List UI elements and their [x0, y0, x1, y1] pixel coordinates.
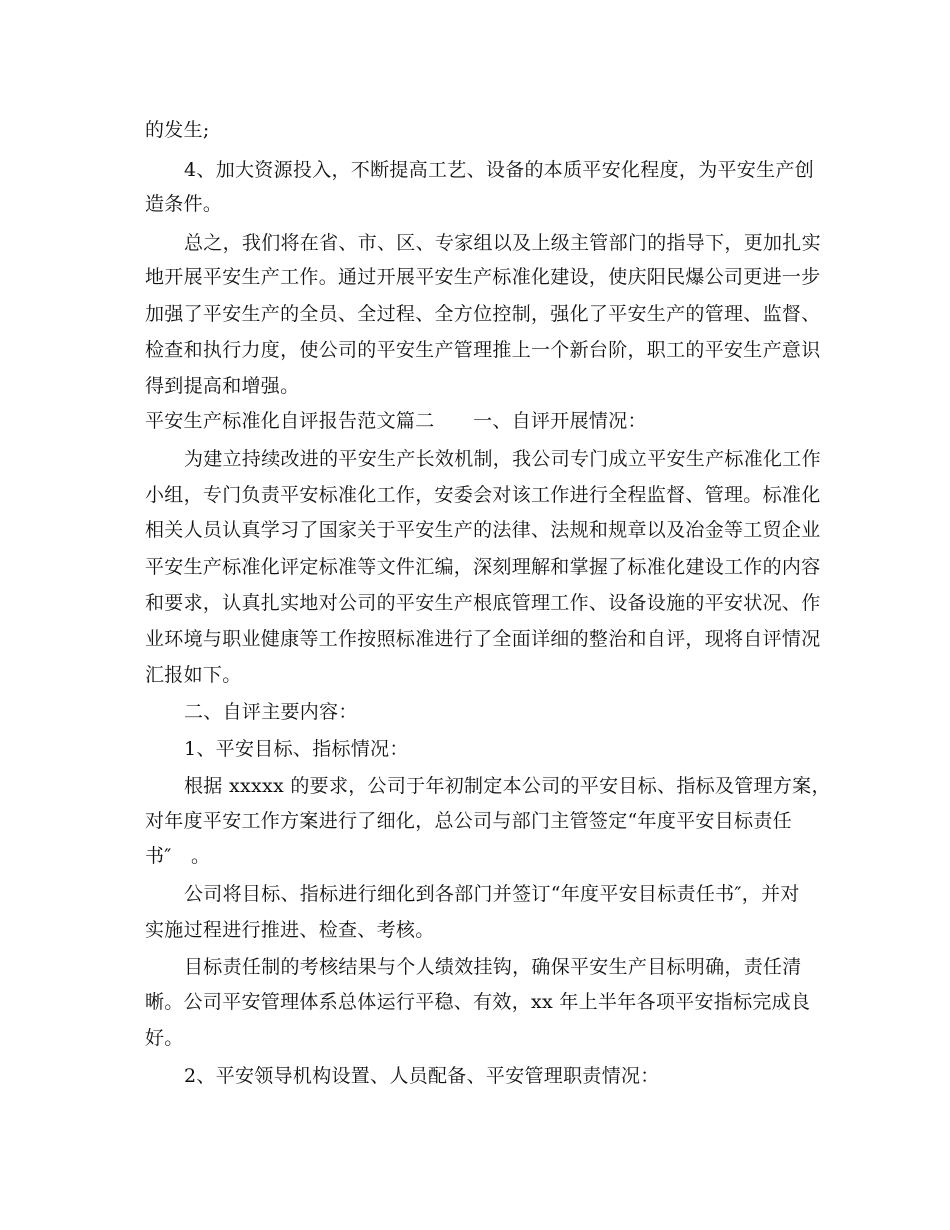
text-line: 业环境与职业健康等工作按照标准进行了全面详细的整治和自评，现将自评情况 [145, 628, 821, 650]
text-line: 4、加大资源投入，不断提高工艺、设备的本质平安化程度，为平安生产创 [184, 159, 814, 181]
text-line: 平安生产标准化评定标准等文件汇编，深刻理解和掌握了标准化建设工作的内容 [145, 556, 821, 578]
text-line: 地开展平安生产工作。通过开展平安生产标准化建设，使庆阳民爆公司更进一步 [145, 266, 821, 288]
section-heading: 平安生产标准化自评报告范文篇二 一、自评开展情况： [145, 410, 647, 432]
text-line: 根据 xxxxx 的要求，公司于年初制定本公司的平安目标、指标及管理方案， [184, 775, 831, 797]
text-line: 1、平安目标、指标情况： [184, 738, 409, 760]
text-line: 好。 [145, 1027, 184, 1049]
text-line: 的发生; [145, 119, 210, 141]
text-line: 检查和执行力度，使公司的平安生产管理推上一个新台阶，职工的平安生产意识 [145, 339, 821, 361]
text-line: 加强了平安生产的全员、全过程、全方位控制，强化了平安生产的管理、监督、 [145, 303, 821, 325]
text-line: 目标责任制的考核结果与个人绩效挂钩，确保平安生产目标明确，责任清 [184, 956, 802, 978]
text-line: 得到提高和增强。 [145, 375, 300, 397]
text-line: 和要求，认真扎实地对公司的平安生产根底管理工作、设备设施的平安状况、作 [145, 592, 821, 614]
text-line: 小组，专门负责平安标准化工作，安委会对该工作进行全程监督、管理。标准化 [145, 484, 821, 506]
text-line: 公司将目标、指标进行细化到各部门并签订“年度平安目标责任书″，并对 [184, 883, 800, 905]
text-line: 对年度平安工作方案进行了细化，总公司与部门主管签定“年度平安目标责任 [145, 810, 792, 832]
text-line: 汇报如下。 [145, 664, 242, 686]
text-line: 总之，我们将在省、市、区、专家组以及上级主管部门的指导下，更加扎实 [184, 232, 821, 254]
text-line: 为建立持续改进的平安生产长效机制，我公司专门成立平安生产标准化工作 [184, 448, 821, 470]
text-line: 晰。公司平安管理体系总体运行平稳、有效，xx 年上半年各项平安指标完成良 [145, 991, 811, 1013]
text-line: 二、自评主要内容： [184, 701, 358, 723]
text-line: 2、平安领导机构设置、人员配备、平安管理职责情况： [184, 1065, 660, 1087]
text-line: 书″ 。 [145, 845, 211, 867]
text-line: 实施过程进行推进、检查、考核。 [145, 919, 435, 941]
text-line: 相关人员认真学习了国家关于平安生产的法律、法规和规章以及冶金等工贸企业 [145, 519, 821, 541]
text-line: 造条件。 [145, 193, 223, 215]
